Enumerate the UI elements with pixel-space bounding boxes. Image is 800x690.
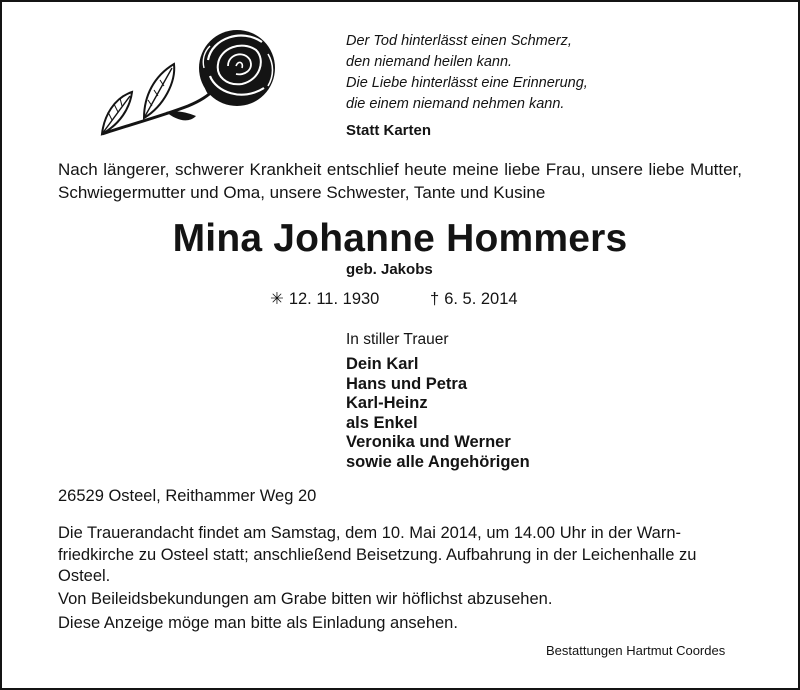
mourning-phrase: In stiller Trauer — [346, 331, 449, 348]
death-date-value: 6. 5. 2014 — [444, 290, 518, 308]
poem — [346, 31, 588, 115]
mourner-name: als Enkel — [346, 413, 418, 432]
statt-karten-label: Statt Karten — [346, 122, 432, 139]
poem-line: Der Tod hinterlässt einen Schmerz, — [346, 33, 572, 49]
mourner-name: sowie alle Angehörigen — [346, 452, 530, 471]
maiden-name: geb. Jakobs — [346, 261, 433, 278]
birth-star-icon: ✳ — [270, 290, 284, 308]
condolence-note: Von Beileidsbekundungen am Grabe bitten wir höflichst abzusehen. — [58, 590, 553, 608]
poem-line: die einem niemand nehmen kann. — [346, 96, 565, 112]
invitation-note: Diese Anzeige möge man bitte als Einladung ansehen. — [58, 614, 458, 632]
cross-icon: † — [430, 290, 440, 308]
birth-date-value: 12. 11. 1930 — [288, 290, 380, 308]
mourner-name: Veronika und Werner — [346, 433, 511, 451]
announcement-text: Nach längerer, schwerer Krankheit entschlief heute meine liebe Frau, unsere liebe Mutter, Schwiegermutter und Oma, unsere Schwester, Tante und Kusine — [58, 160, 742, 202]
mourner-name: Hans und Petra — [346, 374, 468, 393]
deceased-name: Mina Johanne Hommers — [172, 217, 628, 260]
funeral-info-paragraph: Die Trauerandacht findet am Samstag, dem 10. Mai 2014, um 14.00 Uhr in der Warn-friedkirche zu Osteel statt; anschließend Beisetzung. Aufbahrung in der Leichenhalle zu Osteel. — [58, 524, 697, 585]
address: 26529 Osteel, Reithammer Weg 20 — [58, 487, 317, 505]
mourner-name: Dein Karl — [346, 355, 419, 373]
poem-line: Die Liebe hinterlässt eine Erinnerung, — [346, 75, 588, 91]
mourners-list — [346, 355, 530, 472]
death-date — [430, 288, 518, 310]
rose-icon — [92, 20, 292, 140]
birth-date — [270, 288, 379, 310]
undertaker-credit: Bestattungen Hartmut Coordes — [546, 643, 726, 658]
mourner-name: Karl-Heinz — [346, 394, 428, 412]
poem-line: den niemand heilen kann. — [346, 54, 513, 70]
